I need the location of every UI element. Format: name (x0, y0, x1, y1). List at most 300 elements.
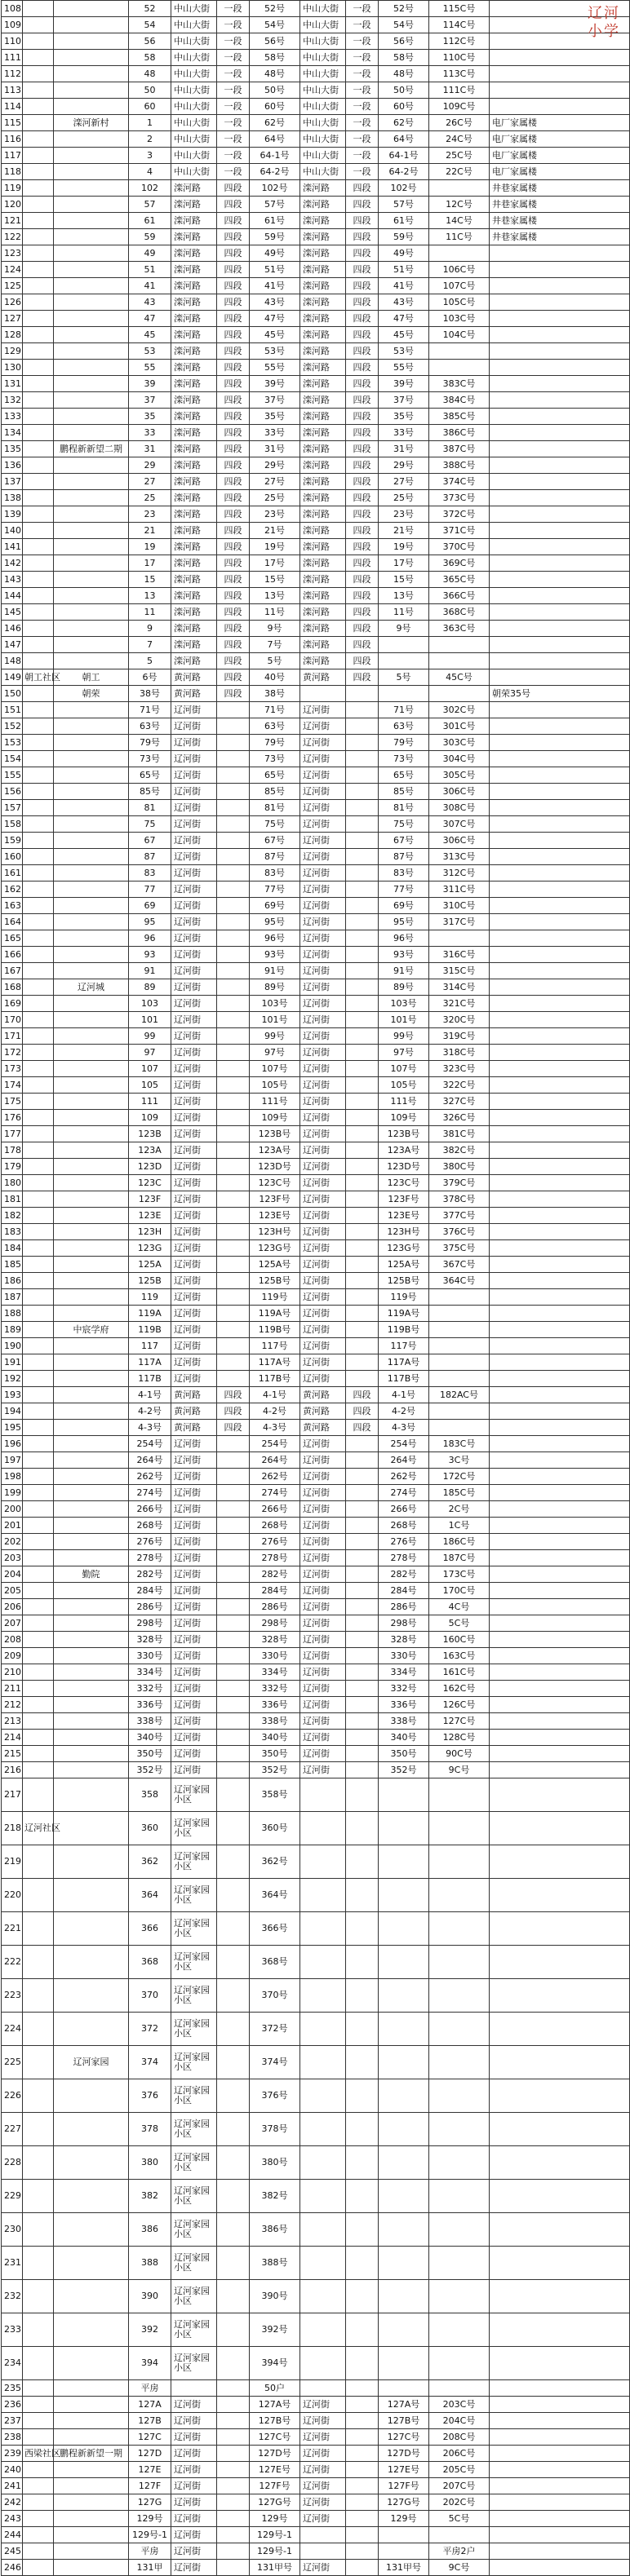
road-section-2-cell: 四段 (346, 555, 379, 572)
road-name-2-cell: 辽河街 (300, 1273, 346, 1289)
row-number: 170 (2, 1012, 23, 1028)
community-cell (23, 653, 54, 669)
table-row (2, 1094, 630, 1110)
unit-code-cell: 311C号 (429, 881, 490, 898)
road-section-cell (217, 833, 250, 849)
remark-cell (490, 1664, 630, 1681)
door-number-cell: 58号 (250, 50, 300, 66)
house-number-cell: 47号 (379, 311, 429, 327)
road-section-cell (217, 2079, 250, 2113)
area-name-cell (54, 1208, 129, 1224)
row-number: 114 (2, 99, 23, 115)
table-row (2, 1566, 630, 1583)
row-number: 110 (2, 33, 23, 50)
door-number-cell: 102号 (250, 180, 300, 197)
community-cell (23, 849, 54, 865)
unit-code-cell: 183C号 (429, 1436, 490, 1452)
unit-code-cell: 367C号 (429, 1257, 490, 1273)
road-name-cell: 辽河街 (171, 2429, 217, 2446)
community-cell (23, 1599, 54, 1615)
door-number-cell: 85号 (250, 784, 300, 800)
remark-cell: 电厂家属楼 (490, 131, 630, 148)
road-section-2-cell (346, 1224, 379, 1240)
building-number-cell: 15 (129, 572, 171, 588)
road-name-cell: 辽河街 (171, 800, 217, 816)
road-section-2-cell: 一段 (346, 33, 379, 50)
community-cell (23, 2247, 54, 2280)
unit-code-cell: 平房2户 (429, 2543, 490, 2560)
area-name-cell (54, 751, 129, 767)
remark-cell: 井巷家属楼 (490, 197, 630, 213)
road-name-2-cell: 辽河街 (300, 1338, 346, 1354)
road-section-cell (217, 1681, 250, 1697)
road-section-2-cell (346, 2180, 379, 2213)
community-cell (23, 2313, 54, 2347)
road-name-2-cell: 辽河街 (300, 784, 346, 800)
road-name-2-cell (300, 686, 346, 702)
table-row (2, 898, 630, 914)
road-name-2-cell: 滦河路 (300, 278, 346, 294)
house-number-cell: 53号 (379, 343, 429, 360)
building-number-cell: 350号 (129, 1746, 171, 1762)
door-number-cell: 334号 (250, 1664, 300, 1681)
building-number-cell: 102 (129, 180, 171, 197)
area-name-cell (54, 1845, 129, 1879)
table-row (2, 1338, 630, 1354)
road-section-2-cell (346, 1371, 379, 1387)
house-number-cell: 123D号 (379, 1159, 429, 1175)
row-number: 207 (2, 1615, 23, 1632)
road-section-2-cell (346, 1648, 379, 1664)
road-name-cell: 辽河家园小区 (171, 2213, 217, 2247)
remark-cell (490, 2478, 630, 2494)
remark-cell (490, 833, 630, 849)
door-number-cell: 332号 (250, 1681, 300, 1697)
road-section-2-cell (346, 1812, 379, 1845)
road-section-2-cell: 四段 (346, 197, 379, 213)
door-number-cell: 360号 (250, 1812, 300, 1845)
community-cell (23, 82, 54, 99)
table-row (2, 131, 630, 148)
road-section-cell: 四段 (217, 278, 250, 294)
road-section-2-cell (346, 1485, 379, 1501)
community-cell (23, 376, 54, 392)
area-name-cell: 滦河新村 (54, 115, 129, 131)
road-section-cell: 四段 (217, 1403, 250, 1420)
table-row (2, 1387, 630, 1403)
table-row (2, 229, 630, 245)
road-section-cell (217, 702, 250, 718)
house-number-cell: 9号 (379, 621, 429, 637)
community-cell (23, 1550, 54, 1566)
door-number-cell: 45号 (250, 327, 300, 343)
road-section-cell: 一段 (217, 1, 250, 17)
door-number-cell: 21号 (250, 523, 300, 539)
road-name-cell: 辽河街 (171, 979, 217, 996)
community-cell: 西梁社区 (23, 2446, 54, 2462)
road-name-2-cell: 中山大街 (300, 164, 346, 180)
road-section-cell: 四段 (217, 572, 250, 588)
door-number-cell: 358号 (250, 1778, 300, 1812)
area-name-cell (54, 33, 129, 50)
road-section-2-cell (346, 2247, 379, 2280)
door-number-cell: 87号 (250, 849, 300, 865)
road-name-cell: 辽河街 (171, 1746, 217, 1762)
table-row (2, 588, 630, 604)
address-register-table (1, 0, 630, 2576)
table-row (2, 2446, 630, 2462)
road-section-cell: 四段 (217, 392, 250, 409)
door-number-cell: 394号 (250, 2347, 300, 2380)
road-name-2-cell: 滦河路 (300, 213, 346, 229)
road-section-2-cell: 四段 (346, 653, 379, 669)
area-name-cell: 鹏程新新望一期 (54, 2446, 129, 2462)
road-section-cell: 一段 (217, 131, 250, 148)
road-name-cell: 滦河路 (171, 457, 217, 474)
door-number-cell: 13号 (250, 588, 300, 604)
remark-cell (490, 2079, 630, 2113)
road-section-2-cell (346, 816, 379, 833)
community-cell (23, 1979, 54, 2013)
road-name-2-cell: 滦河路 (300, 376, 346, 392)
road-section-cell (217, 1306, 250, 1322)
remark-cell (490, 1273, 630, 1289)
building-number-cell: 37 (129, 392, 171, 409)
community-cell (23, 702, 54, 718)
building-number-cell: 35 (129, 409, 171, 425)
road-section-cell (217, 898, 250, 914)
building-number-cell: 83 (129, 865, 171, 881)
community-cell (23, 294, 54, 311)
road-section-2-cell (346, 833, 379, 849)
door-number-cell: 119A号 (250, 1306, 300, 1322)
road-name-cell: 辽河街 (171, 1534, 217, 1550)
remark-cell (490, 2247, 630, 2280)
door-number-cell: 123D号 (250, 1159, 300, 1175)
door-number-cell: 119B号 (250, 1322, 300, 1338)
house-number-cell (379, 2280, 429, 2313)
area-name-cell: 中宸学府 (54, 1322, 129, 1338)
road-section-cell (217, 1094, 250, 1110)
unit-code-cell (429, 1289, 490, 1306)
road-name-2-cell: 辽河街 (300, 767, 346, 784)
area-name-cell (54, 360, 129, 376)
door-number-cell: 83号 (250, 865, 300, 881)
building-number-cell: 390 (129, 2280, 171, 2313)
house-number-cell: 61号 (379, 213, 429, 229)
house-number-cell: 64-1号 (379, 148, 429, 164)
unit-code-cell: 203C号 (429, 2397, 490, 2413)
door-number-cell: 40号 (250, 669, 300, 686)
unit-code-cell: 378C号 (429, 1191, 490, 1208)
road-section-cell (217, 2146, 250, 2180)
door-number-cell: 89号 (250, 979, 300, 996)
door-number-cell: 388号 (250, 2247, 300, 2280)
road-name-cell: 辽河家园小区 (171, 1812, 217, 1845)
building-number-cell: 334号 (129, 1664, 171, 1681)
remark-cell (490, 2213, 630, 2247)
community-cell (23, 474, 54, 490)
road-section-cell: 四段 (217, 262, 250, 278)
unit-code-cell: 305C号 (429, 767, 490, 784)
community-cell (23, 360, 54, 376)
building-number-cell: 372 (129, 2013, 171, 2046)
row-number: 129 (2, 343, 23, 360)
road-name-cell: 滦河路 (171, 637, 217, 653)
table-row (2, 833, 630, 849)
building-number-cell: 123A (129, 1142, 171, 1159)
road-section-2-cell (346, 718, 379, 735)
road-section-2-cell: 四段 (346, 425, 379, 441)
remark-cell (490, 996, 630, 1012)
door-number-cell: 370号 (250, 1979, 300, 2013)
remark-cell (490, 1240, 630, 1257)
house-number-cell: 13号 (379, 588, 429, 604)
road-section-cell: 一段 (217, 164, 250, 180)
area-name-cell (54, 2247, 129, 2280)
road-name-cell: 滦河路 (171, 621, 217, 637)
door-number-cell: 276号 (250, 1534, 300, 1550)
community-cell (23, 1946, 54, 1979)
table-row (2, 245, 630, 262)
house-number-cell: 60号 (379, 99, 429, 115)
remark-cell (490, 1632, 630, 1648)
table-row (2, 2494, 630, 2511)
door-number-cell: 81号 (250, 800, 300, 816)
remark-cell (490, 1485, 630, 1501)
table-row (2, 1322, 630, 1338)
house-number-cell: 4-2号 (379, 1403, 429, 1420)
remark-cell (490, 506, 630, 523)
building-number-cell: 77 (129, 881, 171, 898)
area-name-cell (54, 197, 129, 213)
table-row (2, 555, 630, 572)
building-number-cell: 284号 (129, 1583, 171, 1599)
table-row (2, 1273, 630, 1289)
road-name-cell: 中山大街 (171, 131, 217, 148)
road-section-cell (217, 1730, 250, 1746)
row-number: 122 (2, 229, 23, 245)
unit-code-cell (429, 1420, 490, 1436)
door-number-cell: 101号 (250, 1012, 300, 1028)
road-section-cell: 四段 (217, 555, 250, 572)
door-number-cell: 284号 (250, 1583, 300, 1599)
building-number-cell: 69 (129, 898, 171, 914)
remark-cell (490, 1534, 630, 1550)
road-name-cell: 辽河街 (171, 2511, 217, 2527)
row-number: 163 (2, 898, 23, 914)
road-name-2-cell (300, 2543, 346, 2560)
row-number: 210 (2, 1664, 23, 1681)
table-row (2, 2113, 630, 2146)
community-cell (23, 881, 54, 898)
row-number: 182 (2, 1208, 23, 1224)
door-number-cell: 11号 (250, 604, 300, 621)
road-section-cell: 四段 (217, 229, 250, 245)
table-row (2, 1812, 630, 1845)
building-number-cell: 平房 (129, 2543, 171, 2560)
road-name-cell: 黄河路 (171, 1403, 217, 1420)
building-number-cell: 3 (129, 148, 171, 164)
door-number-cell: 382号 (250, 2180, 300, 2213)
area-name-cell (54, 1240, 129, 1257)
road-name-cell: 辽河街 (171, 1681, 217, 1697)
table-row (2, 1142, 630, 1159)
community-cell (23, 278, 54, 294)
road-name-2-cell: 滦河路 (300, 572, 346, 588)
unit-code-cell: 202C号 (429, 2494, 490, 2511)
community-cell: 朝工社区 (23, 669, 54, 686)
road-section-cell: 一段 (217, 33, 250, 50)
road-name-cell: 辽河街 (171, 2560, 217, 2576)
road-name-cell: 辽河家园小区 (171, 2313, 217, 2347)
unit-code-cell: 170C号 (429, 1583, 490, 1599)
door-number-cell: 127D号 (250, 2446, 300, 2462)
road-name-cell: 辽河家园小区 (171, 2046, 217, 2079)
unit-code-cell (429, 2013, 490, 2046)
door-number-cell: 29号 (250, 457, 300, 474)
row-number: 139 (2, 506, 23, 523)
row-number: 201 (2, 1518, 23, 1534)
door-number-cell: 127C号 (250, 2429, 300, 2446)
house-number-cell: 63号 (379, 718, 429, 735)
remark-cell (490, 1208, 630, 1224)
community-cell (23, 1257, 54, 1273)
remark-cell (490, 1583, 630, 1599)
unit-code-cell: 301C号 (429, 718, 490, 735)
row-number: 221 (2, 1912, 23, 1946)
road-name-2-cell: 辽河街 (300, 1713, 346, 1730)
road-section-cell (217, 1912, 250, 1946)
house-number-cell: 102号 (379, 180, 429, 197)
table-row (2, 2213, 630, 2247)
road-section-cell (217, 1159, 250, 1175)
unit-code-cell (429, 1946, 490, 1979)
road-name-2-cell (300, 1879, 346, 1912)
area-name-cell: 鹏程新新望二期 (54, 441, 129, 457)
road-section-2-cell: 四段 (346, 343, 379, 360)
area-name-cell (54, 1077, 129, 1094)
unit-code-cell (429, 1306, 490, 1322)
road-section-cell: 四段 (217, 360, 250, 376)
road-section-2-cell: 一段 (346, 66, 379, 82)
building-number-cell: 119 (129, 1289, 171, 1306)
road-name-2-cell: 中山大街 (300, 33, 346, 50)
community-cell (23, 1746, 54, 1762)
area-name-cell (54, 2511, 129, 2527)
remark-cell (490, 914, 630, 930)
road-section-cell (217, 800, 250, 816)
building-number-cell: 60 (129, 99, 171, 115)
row-number: 237 (2, 2413, 23, 2429)
table-row (2, 604, 630, 621)
area-name-cell (54, 898, 129, 914)
remark-cell: 电厂家属楼 (490, 148, 630, 164)
community-cell (23, 604, 54, 621)
door-number-cell: 123A号 (250, 1142, 300, 1159)
remark-cell (490, 1289, 630, 1306)
unit-code-cell: 163C号 (429, 1648, 490, 1664)
road-name-2-cell: 滦河路 (300, 506, 346, 523)
road-section-2-cell (346, 1354, 379, 1371)
door-number-cell: 91号 (250, 963, 300, 979)
house-number-cell: 85号 (379, 784, 429, 800)
house-number-cell: 276号 (379, 1534, 429, 1550)
road-name-2-cell: 辽河街 (300, 1632, 346, 1648)
row-number: 133 (2, 409, 23, 425)
table-row (2, 1501, 630, 1518)
unit-code-cell: 2C号 (429, 1501, 490, 1518)
building-number-cell: 43 (129, 294, 171, 311)
row-number: 113 (2, 82, 23, 99)
road-name-2-cell: 滦河路 (300, 604, 346, 621)
house-number-cell (379, 2213, 429, 2247)
road-section-2-cell: 四段 (346, 457, 379, 474)
community-cell (23, 1845, 54, 1879)
door-number-cell: 33号 (250, 425, 300, 441)
road-name-2-cell: 滦河路 (300, 637, 346, 653)
house-number-cell: 127E号 (379, 2462, 429, 2478)
remark-cell (490, 1518, 630, 1534)
road-name-cell: 辽河家园小区 (171, 2146, 217, 2180)
door-number-cell: 35号 (250, 409, 300, 425)
road-name-cell: 滦河路 (171, 441, 217, 457)
road-section-cell (217, 2180, 250, 2213)
building-number-cell: 4-2号 (129, 1403, 171, 1420)
area-name-cell (54, 180, 129, 197)
unit-code-cell: 385C号 (429, 409, 490, 425)
door-number-cell: 328号 (250, 1632, 300, 1648)
table-row (2, 1485, 630, 1501)
remark-cell (490, 816, 630, 833)
building-number-cell: 282号 (129, 1566, 171, 1583)
remark-cell (490, 1338, 630, 1354)
remark-cell (490, 1045, 630, 1061)
road-name-cell: 滦河路 (171, 604, 217, 621)
community-cell (23, 555, 54, 572)
row-number: 126 (2, 294, 23, 311)
door-number-cell: 123H号 (250, 1224, 300, 1240)
unit-code-cell: 185C号 (429, 1485, 490, 1501)
building-number-cell: 119A (129, 1306, 171, 1322)
row-number: 239 (2, 2446, 23, 2462)
road-name-2-cell: 滦河路 (300, 523, 346, 539)
unit-code-cell: 128C号 (429, 1730, 490, 1746)
community-cell (23, 1452, 54, 1469)
area-name-cell: 朝荣 (54, 686, 129, 702)
table-row (2, 1452, 630, 1469)
road-name-2-cell (300, 2313, 346, 2347)
unit-code-cell: 310C号 (429, 898, 490, 914)
row-number: 143 (2, 572, 23, 588)
road-section-2-cell (346, 1028, 379, 1045)
remark-cell (490, 1681, 630, 1697)
row-number: 234 (2, 2347, 23, 2380)
road-name-cell: 辽河街 (171, 1501, 217, 1518)
house-number-cell: 127A号 (379, 2397, 429, 2413)
building-number-cell: 1 (129, 115, 171, 131)
road-name-2-cell: 滦河路 (300, 392, 346, 409)
unit-code-cell: 312C号 (429, 865, 490, 881)
row-number: 115 (2, 115, 23, 131)
area-name-cell (54, 1257, 129, 1273)
road-name-2-cell: 滦河路 (300, 180, 346, 197)
community-cell: 辽河社区 (23, 1812, 54, 1845)
road-name-2-cell: 辽河街 (300, 1469, 346, 1485)
door-number-cell: 129号-1 (250, 2543, 300, 2560)
house-number-cell: 101号 (379, 1012, 429, 1028)
road-section-cell: 四段 (217, 539, 250, 555)
